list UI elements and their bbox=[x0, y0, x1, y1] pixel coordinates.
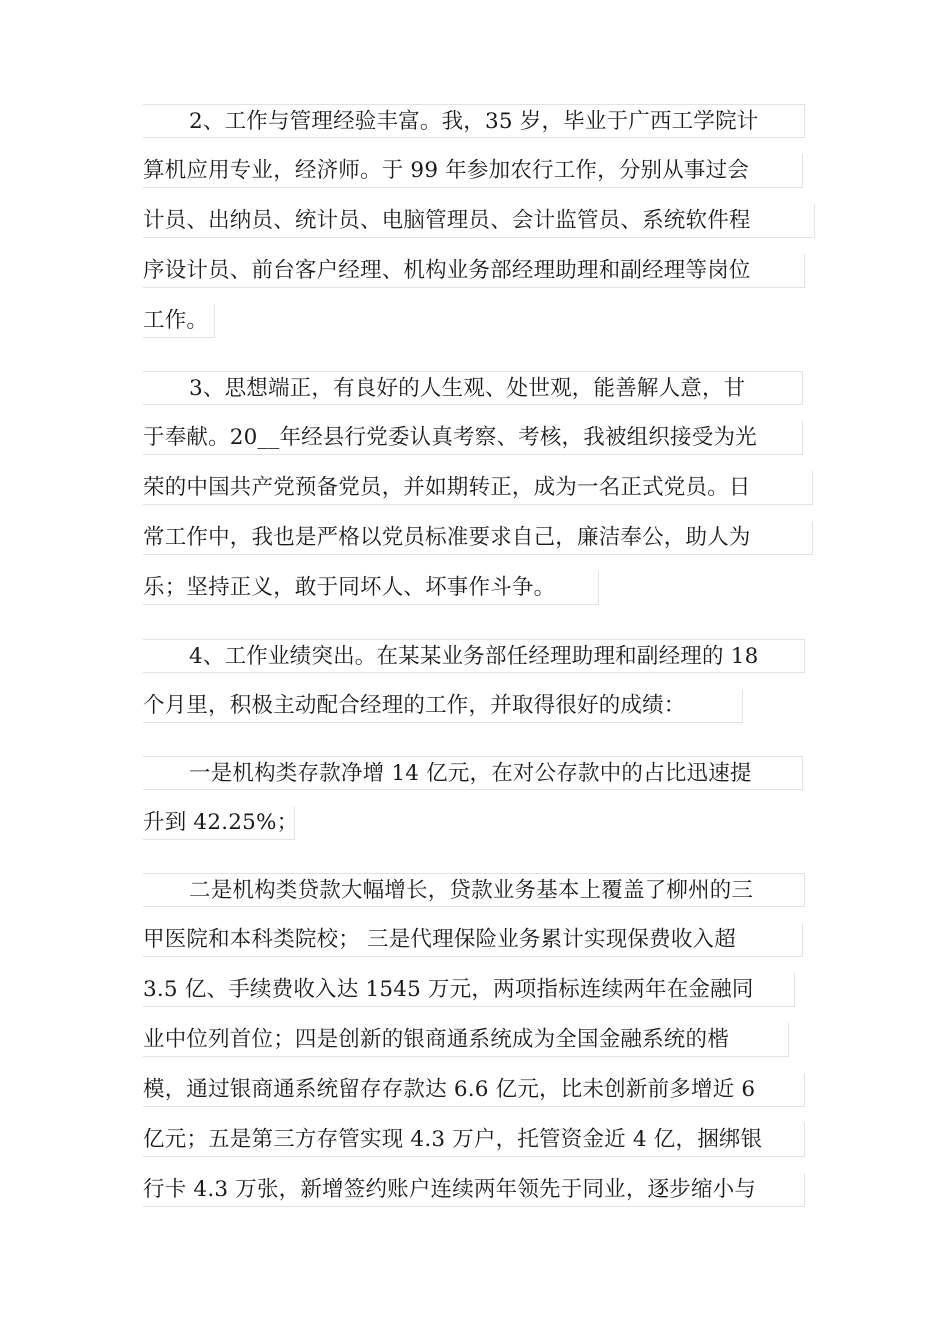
paragraph-3-line-2: 个月里，积极主动配合经理的工作，并取得很好的成绩： bbox=[143, 689, 743, 723]
paragraph-5-line-1: 二是机构类贷款大幅增长，贷款业务基本上覆盖了柳州的三 bbox=[143, 873, 805, 907]
paragraph-5-line-7: 行卡 4.3 万张，新增签约账户连续两年领先于同业，逐步缩小与 bbox=[143, 1173, 805, 1207]
paragraph-1-line-1: 2、工作与管理经验丰富。我，35 岁，毕业于广西工学院计 bbox=[143, 104, 805, 138]
paragraph-5-line-4: 业中位列首位；四是创新的银商通系统成为全国金融系统的楷 bbox=[143, 1023, 789, 1057]
paragraph-5-line-3: 3.5 亿、手续费收入达 1545 万元，两项指标连续两年在金融同 bbox=[143, 973, 795, 1007]
paragraph-4-line-1: 一是机构类存款净增 14 亿元，在对公存款中的占比迅速提 bbox=[143, 756, 803, 790]
paragraph-2-line-5: 乐；坚持正义，敢于同坏人、坏事作斗争。 bbox=[143, 571, 599, 605]
paragraph-2-line-2: 于奉献。20__年经县行党委认真考察、考核，我被组织接受为光 bbox=[143, 421, 803, 455]
paragraph-2-line-1: 3、思想端正，有良好的人生观、处世观，能善解人意，甘 bbox=[143, 371, 803, 405]
paragraph-5-line-6: 亿元；五是第三方存管实现 4.3 万户，托管资金近 4 亿，捆绑银 bbox=[143, 1123, 805, 1157]
paragraph-1-line-5: 工作。 bbox=[143, 304, 215, 338]
paragraph-2-line-4: 常工作中，我也是严格以党员标准要求自己，廉洁奉公，助人为 bbox=[143, 521, 813, 555]
paragraph-4-line-2: 升到 42.25%； bbox=[143, 806, 295, 840]
paragraph-1-line-2: 算机应用专业，经济师。于 99 年参加农行工作，分别从事过会 bbox=[143, 154, 803, 188]
paragraph-5-line-2: 甲医院和本科类院校； 三是代理保险业务累计实现保费收入超 bbox=[143, 923, 803, 957]
paragraph-1-line-4: 序设计员、前台客户经理、机构业务部经理助理和副经理等岗位 bbox=[143, 254, 805, 288]
paragraph-5-line-5: 模，通过银商通系统留存存款达 6.6 亿元，比未创新前多增近 6 bbox=[143, 1073, 805, 1107]
paragraph-1-line-3: 计员、出纳员、统计员、电脑管理员、会计监管员、系统软件程 bbox=[143, 204, 815, 238]
paragraph-3-line-1: 4、工作业绩突出。在某某业务部任经理助理和副经理的 18 bbox=[143, 639, 805, 673]
paragraph-2-line-3: 荣的中国共产党预备党员，并如期转正，成为一名正式党员。日 bbox=[143, 471, 813, 505]
